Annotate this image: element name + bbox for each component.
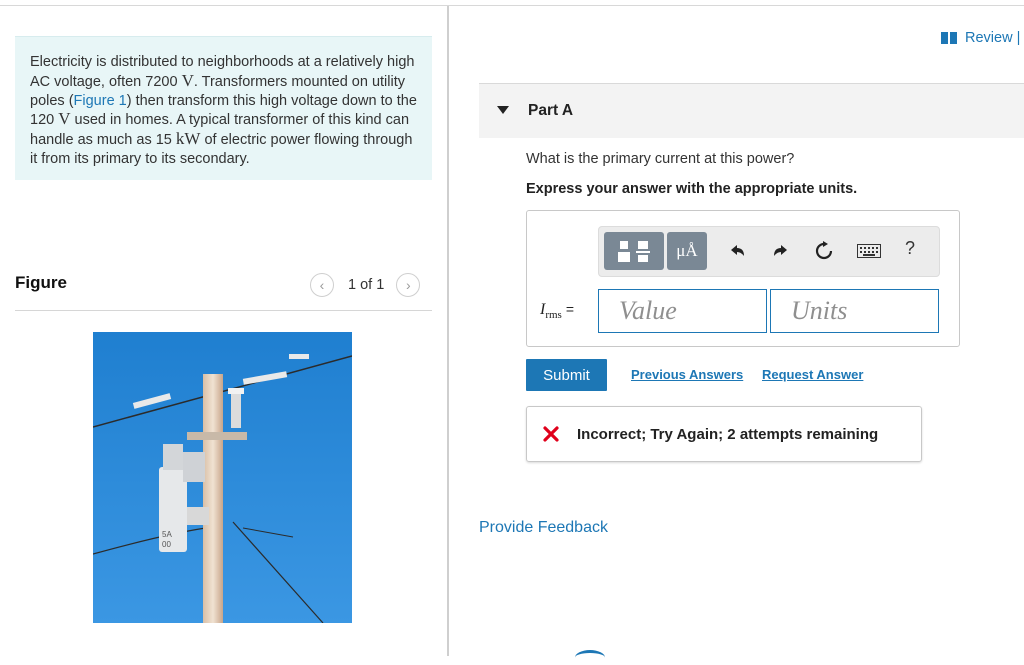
tank-label-1: 5A	[162, 530, 172, 539]
template-icon	[614, 238, 654, 264]
book-icon	[941, 32, 957, 44]
intro-text-3: ) then transform this high voltage down to the 120	[30, 92, 417, 129]
caret-down-icon[interactable]	[497, 106, 509, 114]
feedback-message: Incorrect; Try Again; 2 attempts remaining	[577, 425, 879, 443]
math-toolbar	[598, 226, 940, 277]
figure-count: 1 of 1	[348, 277, 385, 293]
instruction-text: Express your answer with the appropriate units.	[526, 181, 858, 197]
problem-intro	[15, 36, 432, 180]
previous-answers-link[interactable]: Previous Answers	[631, 367, 744, 382]
intro-text-4: used in homes. A typical transformer of this kind can handle as much as 15	[30, 112, 410, 149]
feedback-box	[526, 406, 922, 462]
chevron-left-icon[interactable]: ‹	[310, 273, 334, 297]
review-label: Review |	[965, 30, 1021, 46]
unit-volt-2: V	[58, 109, 71, 129]
loading-indicator	[575, 650, 605, 665]
tank-label-2: 00	[162, 540, 171, 549]
figure-link[interactable]: Figure 1	[73, 92, 127, 109]
review-link[interactable]	[941, 30, 1020, 46]
question-text: What is the primary current at this power?	[526, 151, 795, 167]
undo-icon[interactable]	[725, 239, 749, 263]
provide-feedback-link[interactable]: Provide Feedback	[479, 519, 608, 536]
intro-text-5: of electric power flowing through it from its primary to its secondary.	[30, 132, 413, 167]
figure-divider	[15, 310, 432, 311]
top-rule	[0, 5, 1024, 6]
intro-text-1: Electricity is distributed to neighborhoods at a relatively high AC voltage, often 7200	[30, 54, 415, 90]
value-input[interactable]: Value	[598, 289, 767, 333]
unit-kilowatt: kW	[175, 129, 201, 149]
utility-pole-photo[interactable]	[93, 332, 352, 623]
chevron-right-icon[interactable]: ›	[396, 273, 420, 297]
units-input[interactable]: Units	[770, 289, 939, 333]
figure-title: Figure	[15, 273, 67, 292]
variable-subscript: rms	[545, 309, 562, 322]
intro-text-2: . Transformers mounted on utility poles (	[30, 73, 405, 109]
reset-icon[interactable]	[812, 239, 836, 263]
keyboard-icon[interactable]	[857, 239, 881, 263]
unit-volt: V	[181, 70, 194, 90]
help-button[interactable]: ?	[905, 238, 916, 258]
template-button[interactable]	[604, 232, 664, 270]
submit-button[interactable]: Submit	[526, 359, 607, 391]
part-label[interactable]: Part A	[528, 102, 574, 119]
figure-nav	[310, 273, 420, 297]
redo-icon[interactable]	[769, 239, 793, 263]
x-icon	[543, 426, 559, 442]
equals-sign: =	[565, 301, 575, 317]
column-divider	[447, 6, 449, 656]
variable-main: I	[540, 301, 546, 318]
units-button[interactable]: μÅ	[667, 232, 707, 270]
request-answer-link[interactable]: Request Answer	[762, 367, 864, 382]
variable-label	[540, 301, 574, 321]
